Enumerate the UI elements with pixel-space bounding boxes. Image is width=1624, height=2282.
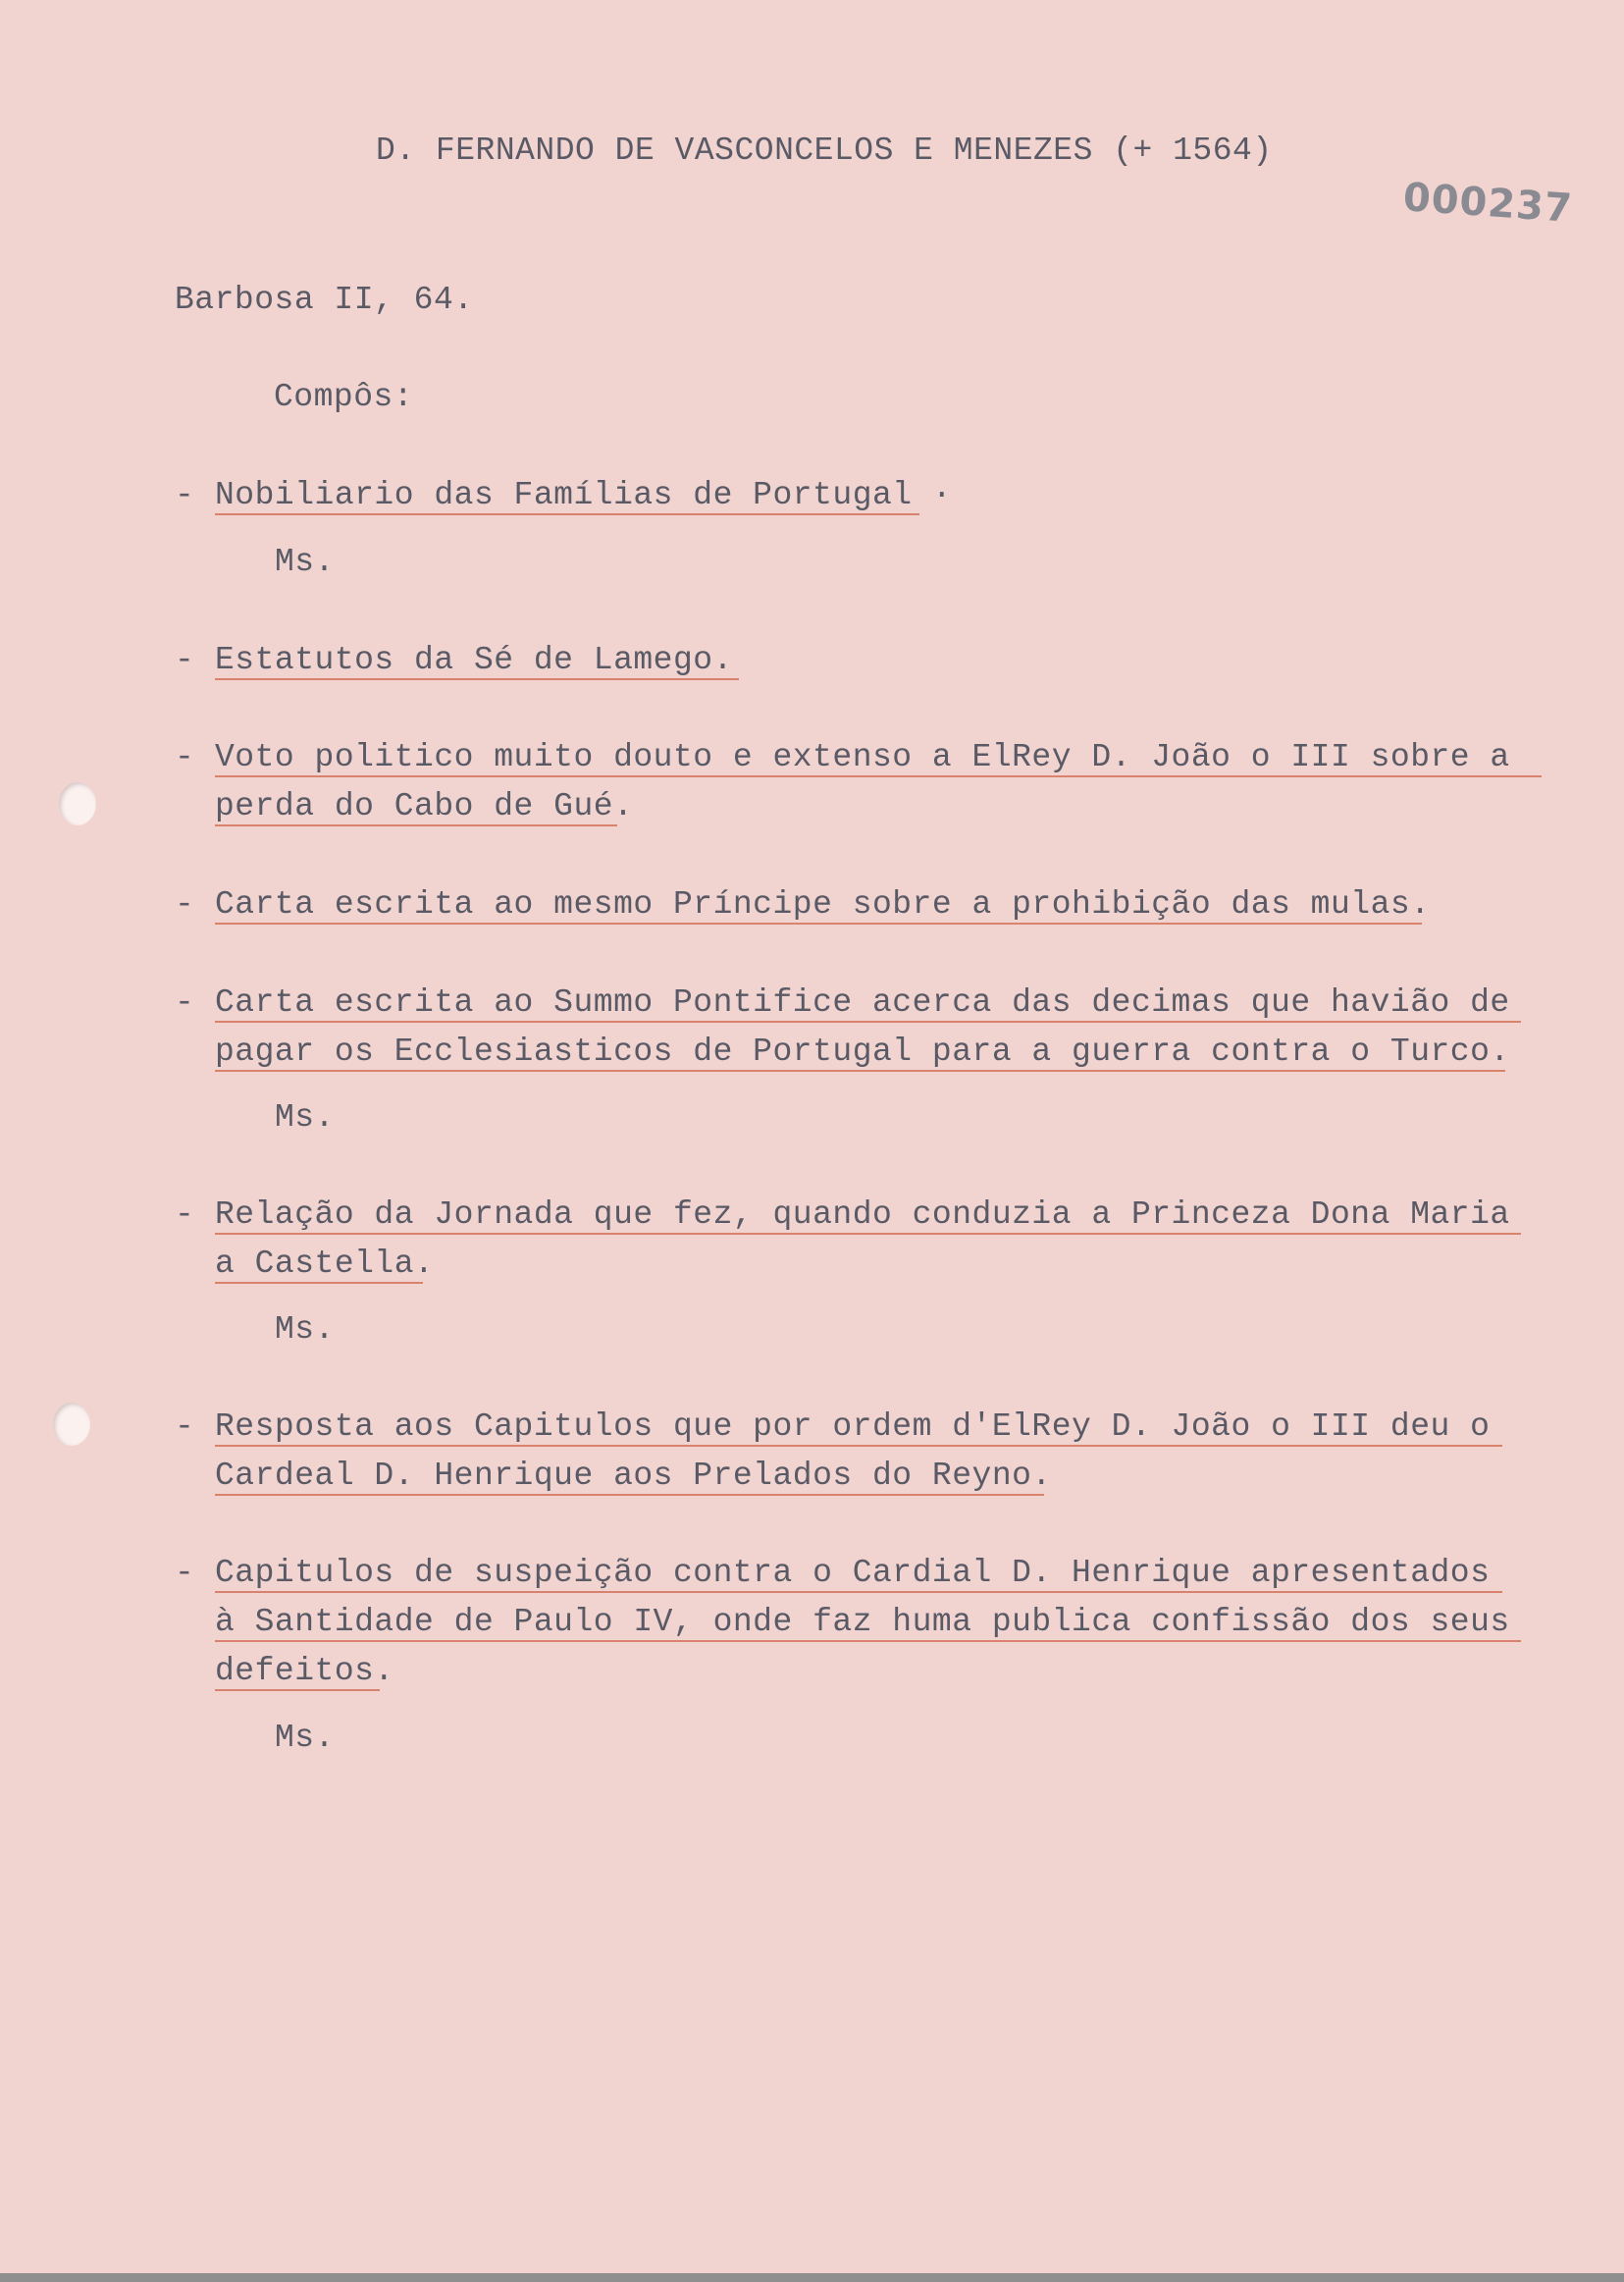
punch-hole-bottom xyxy=(53,1403,90,1446)
entry-2-line-1: Estatutos da Sé de Lamego. xyxy=(215,642,733,678)
entry-3-line-2: perda do Cabo de Gué. xyxy=(215,788,634,824)
entry-7-line-1: Resposta aos Capitulos que por ordem d'ElRey D. João o III deu o xyxy=(215,1408,1491,1445)
entry-5-note: Ms. xyxy=(275,1099,335,1136)
entry-4-line-1: Carta escrita ao mesmo Príncipe sobre a prohibição das mulas. xyxy=(215,886,1431,923)
entry-7-underline-1 xyxy=(215,1445,1502,1447)
entry-6-line-1: Relação da Jornada que fez, quando conduzia a Princeza Dona Maria xyxy=(215,1196,1510,1233)
entry-3-underline-1 xyxy=(215,775,1542,777)
entry-2-underline-1 xyxy=(215,678,739,680)
page-title: D. FERNANDO DE VASCONCELOS E MENEZES (+ 1564) xyxy=(376,133,1273,169)
entry-8-underline-3 xyxy=(215,1689,380,1691)
entry-dash: - xyxy=(175,1196,194,1233)
entry-1-note: Ms. xyxy=(275,544,335,580)
entry-dash: - xyxy=(175,1555,194,1591)
entry-5-underline-1 xyxy=(215,1021,1521,1023)
entry-5-line-1: Carta escrita ao Summo Pontifice acerca das decimas que havião de xyxy=(215,984,1510,1021)
entry-8-line-2: à Santidade de Paulo IV, onde faz huma publica confissão dos seus xyxy=(215,1604,1510,1640)
entry-6-underline-2 xyxy=(215,1282,423,1284)
entry-8-note: Ms. xyxy=(275,1720,335,1756)
entry-7-line-2: Cardeal D. Henrique aos Prelados do Reyno. xyxy=(215,1458,1052,1494)
entry-3-underline-2 xyxy=(215,824,617,826)
entry-8-line-1: Capitulos de suspeição contra o Cardial D. Henrique apresentados xyxy=(215,1555,1491,1591)
entry-1-line-1: Nobiliario das Famílias de Portugal · xyxy=(215,477,953,513)
entry-6-underline-1 xyxy=(215,1233,1521,1235)
bibliographic-reference: Barbosa II, 64. xyxy=(175,282,474,318)
compos-label: Compôs: xyxy=(274,379,414,415)
entry-dash: - xyxy=(175,1408,194,1445)
entry-5-underline-2 xyxy=(215,1070,1505,1072)
entry-8-line-3: defeitos. xyxy=(215,1653,394,1689)
entry-dash: - xyxy=(175,739,194,775)
stamp-number: 000237 xyxy=(1401,175,1575,233)
punch-hole-top xyxy=(59,782,96,825)
entry-4-underline-1 xyxy=(215,923,1422,925)
scan-bottom-edge xyxy=(0,2273,1624,2282)
entry-1-underline-1 xyxy=(215,513,919,515)
entry-5-line-2: pagar os Ecclesiasticos de Portugal para a guerra contra o Turco. xyxy=(215,1034,1510,1070)
entry-8-underline-2 xyxy=(215,1640,1521,1642)
entry-7-underline-2 xyxy=(215,1494,1044,1496)
entry-6-note: Ms. xyxy=(275,1311,335,1348)
entry-dash: - xyxy=(175,886,194,923)
entry-6-line-2: a Castella. xyxy=(215,1246,435,1282)
entry-8-underline-1 xyxy=(215,1591,1502,1593)
entry-dash: - xyxy=(175,642,194,678)
entry-dash: - xyxy=(175,477,194,513)
entry-dash: - xyxy=(175,984,194,1021)
entry-3-line-1: Voto politico muito douto e extenso a ElRey D. João o III sobre a xyxy=(215,739,1510,775)
